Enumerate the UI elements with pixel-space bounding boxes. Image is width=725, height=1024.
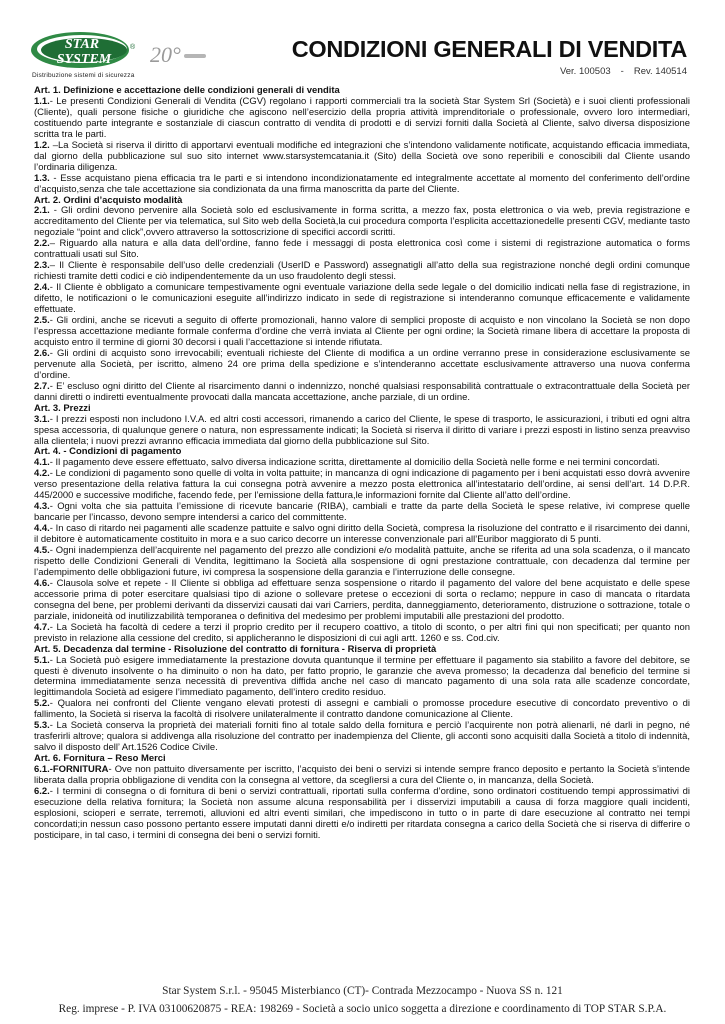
- article-heading-text: Art. 1. Definizione e accettazione delle condizioni generali di vendita: [34, 85, 340, 96]
- clause-number: 1.1.: [34, 95, 50, 107]
- clause-number: 4.7.: [34, 621, 50, 633]
- revision-number: Rev. 140514: [633, 66, 687, 77]
- clause-text: – Il Cliente è responsabile dell’uso delle credenziali (UserID e Password) assegnatigli all’atto della sua registrazione nonché degli ordini comunque richiesti tramite detti codici e ciò indipendentemente da un uso fraudolento degli stessi.: [34, 260, 690, 283]
- clause-paragraph: [34, 415, 690, 448]
- clause-text: - E’ escluso ogni diritto del Cliente al risarcimento danni o indennizzo, nonché qualsiasi responsabilità contrattuale o extracontrattuale della Società per danni diretti o indiretti eventualmente provocati dalla mancata accettazione, anche parziale, di un ordine.: [34, 380, 690, 403]
- clause-paragraph: [34, 656, 690, 700]
- clause-paragraph: [34, 469, 690, 502]
- star-system-logo: [30, 30, 140, 80]
- article-heading-text: Art. 2. Ordini d’acquisto modalità: [34, 194, 183, 206]
- clause-number: 4.1.: [34, 457, 50, 469]
- clause-number: 2.1.: [34, 205, 50, 217]
- clause-number: 2.6.: [34, 347, 50, 359]
- clause-number: 4.2.: [34, 468, 50, 480]
- article-heading-text: Art. 4. - Condizioni di pagamento: [34, 446, 182, 458]
- clause-paragraph: [34, 174, 690, 196]
- page-header: [0, 0, 725, 82]
- clause-paragraph: [34, 261, 690, 283]
- clause-number: 1.3.: [34, 172, 50, 184]
- clause-text: - Ogni volta che sia pattuita l’emissione di ricevute bancarie (RIBA), cambiali e tratte da parte della Società le spese relative, ivi comprese quelle bancarie per l’incasso, devono sempre intendersi a carico del committente.: [34, 501, 690, 524]
- clause-paragraph: [34, 546, 690, 579]
- clause-number: 1.2.: [34, 139, 50, 151]
- clause-paragraph: [34, 699, 690, 721]
- clause-paragraph: [34, 239, 690, 261]
- clause-number: 6.2.: [34, 786, 50, 797]
- clause-text: - Clausola solve et repete - Il Cliente si obbliga ad effettuare senza sospensione o ritardo il pagamento del valore del bene acquistato e delle spese accessorie prima di poter esercitare qualsiasi tipo di azione o sollevare pretese o eccezioni di sorta o reclamo; neppure in caso di mancata o ritardata consegna del bene, per problemi derivanti da disservizi causati dai vari Carriers, perdita, danneggiamento, deterioramento, distruzione o sottrazione, totale o parziale, inidoneità od inutilizzabilità temporanea o definitiva del medesimo per problemi imputabili alle prestazioni del prodotto.: [34, 577, 690, 622]
- logo-word-bottom: SYSTEM: [56, 52, 112, 67]
- article-heading-text: Art. 3. Prezzi: [34, 402, 91, 414]
- clause-number: 5.3.: [34, 720, 50, 732]
- anniversary-number: 20°: [150, 42, 181, 67]
- clause-text: - Gli ordini di acquisto sono irrevocabili; eventuali richieste del Cliente di modifica a un ordine verranno prese in considerazione esclusivamente se pervenute alla Società, per iscritto, almeno 24 ore prima della spedizione e s’intenderanno accettate esclusivamente attraverso una nuova conferma d’ordine.: [34, 347, 690, 381]
- clause-paragraph: [34, 283, 690, 316]
- article-heading-text: Art. 5. Decadenza dal termine - Risoluzione del contratto di fornitura - Riserva di proprietà: [34, 643, 437, 655]
- clause-number: 5.1.: [34, 654, 50, 666]
- clause-text: - Gli ordini devono pervenire alla Società solo ed esclusivamente in forma scritta, a mezzo fax, posta elettronica o via web, previa registrazione e accreditamento del Cliente per via telematica, sul Sito web della Società,la cui procedura comporta l’esplicita accettazionedelle presenti CGV, mediante tasto negoziale “point and click”,ovvero attraverso la sottoscrizione di specifici accordi scritti.: [34, 205, 690, 239]
- clause-paragraph: [34, 141, 690, 174]
- clause-text: - Qualora nei confronti del Cliente vengano elevati protesti di assegni e cambiali o promosse procedure esecutive di concordato preventivo o di fallimento, la Società si riserva la facoltà di risolvere unilateralmente il contratto dandone comunicazione al Cliente.: [34, 698, 690, 721]
- clause-number: 2.7.: [34, 380, 50, 392]
- clause-number: 2.3.: [34, 260, 50, 272]
- clause-text: - La Società conserva la proprietà dei materiali forniti fino al totale saldo della fornitura e perciò l’acquirente non potrà alienarli, né darli in pegno, né trasferirli altrove; qualora si addivenga alla risoluzione del contratto per inadempienza del Cliente, gli acconti sono acquisiti dalla Società a titolo di indennità, salvo il disposto dell’ Art.1526 Codice Civile.: [34, 720, 690, 754]
- clause-paragraph: [34, 623, 690, 645]
- clause-paragraph: [34, 97, 690, 141]
- clause-number: 4.4.: [34, 523, 50, 535]
- clause-paragraph: [34, 316, 690, 349]
- clause-number: 4.5.: [34, 545, 50, 557]
- clause-text: - Le presenti Condizioni Generali di Vendita (CGV) regolano i rapporti commerciali tra la società Star System Srl (Società) e i suoi clienti professionali (Cliente), quali persone fisiche o giuridiche che agiscono nell’esercizio della propria attività imprenditoriale o professionale, ovvero loro intermediari, costituendo parte integrante e sostanziale di ciascun contratto di vendita di prodotti e di servizi forniti dalla Società al Cliente, salvo diversa disposizione scritta tra le parti.: [34, 95, 690, 140]
- clause-text: –La Società si riserva il diritto di apportarvi eventuali modifiche ed integrazioni che s’intendono validamente notificate, acquistando efficacia immediata, dal giorno della pubblicazione sul suo sito internet www.starsystemcatania.it (Sito) della Società ove sono reperibili e conoscibili dal Cliente usando l’ordinaria diligenza.: [34, 139, 690, 173]
- footer-registration: Reg. imprese - P. IVA 03100620875 - REA: 198269 - Società a socio unico soggetta a direzione e coordinamento di TOP STAR S.P.A.: [58, 1003, 667, 1015]
- clause-paragraph: [34, 206, 690, 239]
- clause-text: - Ove non pattuito diversamente per iscritto, l’acquisto dei beni o servizi si intende sempre franco deposito e pertanto la Società s’intende liberata dalla propria obbligazione di vendita con la consegna al vettore, da sceglìersi a cura del Cliente o, in mancanza, della Società.: [34, 764, 690, 787]
- clause-paragraph: [34, 765, 690, 787]
- page-title: CONDIZIONI GENERALI DI VENDITA: [291, 36, 687, 62]
- clause-text: - Gli ordini, anche se ricevuti a seguito di offerte promozionali, hanno valore di semplici proposte di acquisto e non vincolano la Società se non dopo l’espressa accettazione mediante formale conferma d’ordine che verrà inviata al Cliente per ogni ordine; la Società rimane libera di accettare la proposta di acquisto entro il termine di giorni 30 decorsi i quali l’accettazione si intende rifiutata.: [34, 315, 690, 348]
- clause-paragraph: [34, 579, 690, 623]
- clause-text: - I prezzi esposti non includono I.V.A. ed altri costi accessori, rimanendo a carico del Cliente, le spese di trasporto, le assicurazioni, i tributi ed ogni altra spesa accessoria, di qualunque genere o natura, non espressamente indicati; la Società si riserva il diritto di variare i prezzi esposti in listino senza preavviso alla clientela; i nuovi prezzi avranno efficacia immediata dal giorno della pubblicazione sul Sito.: [34, 413, 690, 447]
- clause-text: - La Società ha facoltà di cedere a terzi il proprio credito per il recupero coattivo, a titolo di sconto, o per altri fini qui non specificati; per quanto non previsto in relazione alla cessione del credito, si applicheranno le disposizioni di cui agli artt. 1260 e ss. Cod.civ.: [34, 621, 690, 644]
- clause-text: - Ogni inadempienza dell’acquirente nel pagamento del prezzo alle condizioni e/o modalità pattuite, anche se riferita ad una sola scadenza, o il mancato rispetto delle Condizioni Generali di Vendita, legittimano la Società alla sospensione di ogni prestazione contrattuale, con decadenza dal termine per l’adempimento delle obbligazioni future, ivi compresa la sospensione della garanzia e l’interruzione delle consegne.: [34, 545, 690, 578]
- clause-text: - Il Cliente è obbligato a comunicare tempestivamente ogni eventuale variazione della sede legale o del domicilio indicati nella fase di registrazione, in difetto, le notificazioni o le comunicazioni eseguite all’indirizzo indicato in sede di registrazione si intenderanno comunque efficacemente e validamente effettuate.: [34, 282, 690, 316]
- clause-number: 4.3.: [34, 501, 50, 513]
- version-separator: -: [620, 66, 624, 77]
- clause-text: - In caso di ritardo nei pagamenti alle scadenze pattuite e salvo ogni diritto della Società, compresa la risoluzione del contratto e il risarcimento dei danni, il debitore è automaticamente costituito in mora e a suo carico decorre un interesse convenzionale pari all’Euribor maggiorato di 5 punti.: [34, 523, 690, 546]
- clause-text: - La Società può esigere immediatamente la prestazione dovuta quantunque il termine per effettuare il pagamento sia stabilito a favore del debitore, se questi è divenuto insolvente o ha diminuito o non ha dato, per fatto proprio, le garanzie che aveva promesso; la decadenza dal beneficio del termine si determina immediatamente senza necessità di preventiva diffida anche nel caso di mancato pagamento di una sola rata alle scadenze concordate, legittimandola Società ad esigere l’immediato pagamento, dell’intero credito residuo.: [34, 654, 690, 699]
- logo-word-top: STAR: [64, 37, 100, 52]
- version-number: Ver. 100503: [559, 66, 611, 77]
- clause-paragraph: [34, 721, 690, 754]
- logo-swoosh-icon: [30, 30, 130, 70]
- version-info: [550, 66, 687, 77]
- clause-number: 6.1.-FORNITURA: [34, 764, 109, 776]
- clause-paragraph: [34, 524, 690, 546]
- terms-body: [34, 86, 690, 842]
- clause-text: – Riguardo alla natura e alla data dell’ordine, fanno fede i messaggi di posta elettronica così come i sistemi di registrazione automatica o forms contrattuali usati sul Sito.: [34, 238, 690, 261]
- clause-text: - Il pagamento deve essere effettuato, salvo diversa indicazione scritta, direttamente al domicilio della Società nelle forme e nei termini concordati.: [49, 457, 660, 469]
- article-heading-text: Art. 6. Fornitura – Reso Merci: [34, 753, 166, 765]
- registered-mark: ®: [130, 44, 136, 51]
- clause-paragraph: [34, 349, 690, 382]
- clause-paragraph: [34, 787, 690, 842]
- clause-number: 2.4.: [34, 282, 50, 294]
- anniversary-badge-icon: [148, 40, 208, 68]
- clause-number: 3.1.: [34, 413, 50, 425]
- footer-address: Star System S.r.l. - 95045 Misterbianco (CT)- Contrada Mezzocampo - Nuova SS n. 121: [162, 985, 563, 997]
- clause-text: - I termini di consegna o di fornitura di beni o servizi contrattuali, riportati sulla conferma d’ordine, sono ordinatori costituendo tempi approssimativi di esecuzione della relativa fornitura; la Società non assume alcuna responsabilità per i disservizi imputabili a causa di forza maggiore quali incidenti, esplosioni, scioperi e serrate, terremoti, alluvioni ed altri eventi similari, che impediscono in tutto o in parte di dare esecuzione al contratto nei tempi concordati;in nessun caso possono pertanto essere imputati danni diretti e/o indiretti per ritardata consegna a carico della Società che si riserva di differire o posticipare, in tal caso, i termini di consegna dei beni o servizi forniti.: [34, 786, 690, 841]
- clause-paragraph: [34, 382, 690, 404]
- clause-number: 2.2.: [34, 238, 50, 250]
- logo-tagline: Distribuzione sistemi di sicurezza: [32, 72, 135, 79]
- clause-text: - Le condizioni di pagamento sono quelle di volta in volta pattuite; in mancanza di ogni indicazione di pagamento per i beni acquistati esso dovrà avvenire verso presentazione della relativa fattura la cui consegna potrà avvenire a mezzo posta elettronica all’intestatario dell’ordine, ai sensi dell’art. 14 D.P.R. 445/2000 e successive modifiche, facendo fede, per l’emissione della fattura,le informazioni fornite dal Cliente all’atto dell’ordine.: [34, 468, 690, 502]
- clause-number: 4.6.: [34, 577, 50, 589]
- clause-text: - Esse acquistano piena efficacia tra le parti e si intendono incondizionatamente ed integralmente accettate al momento del conferimento dell’ordine d’acquisto,senza che tale accettazione sia condizionata da una firma manoscritta da parte del Cliente.: [34, 172, 690, 195]
- clause-number: 5.2.: [34, 698, 50, 710]
- clause-paragraph: [34, 502, 690, 524]
- clause-number: 2.5.: [34, 315, 50, 327]
